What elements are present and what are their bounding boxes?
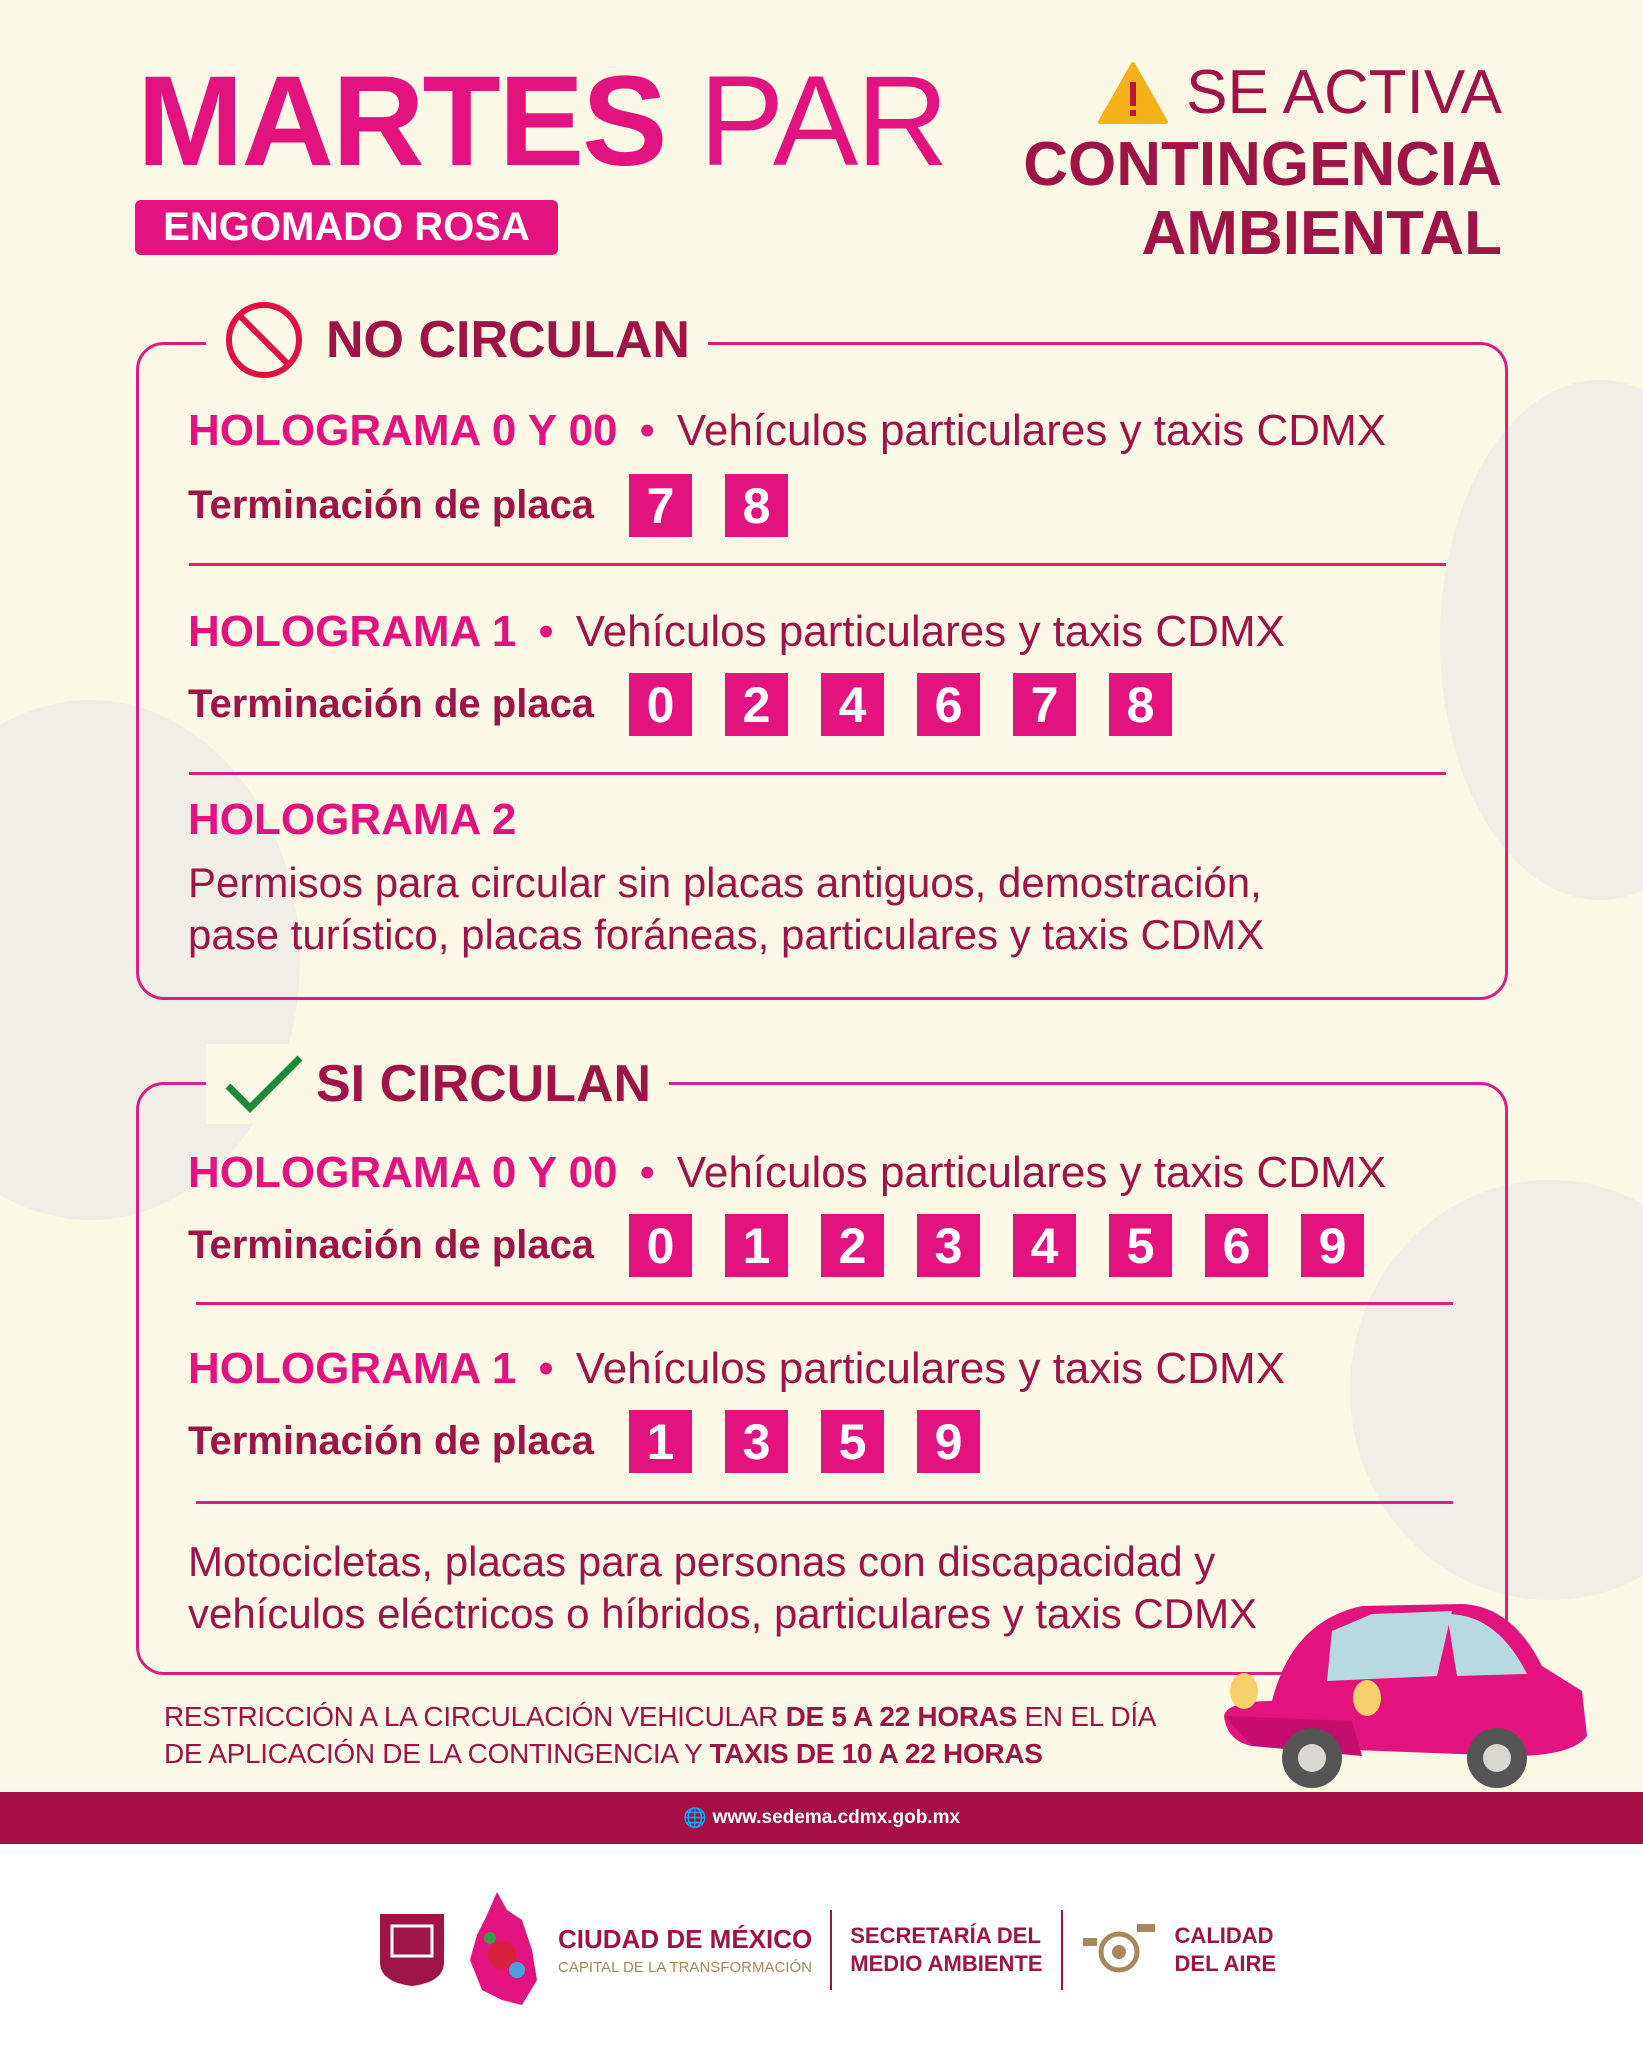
plate-digit: 4 — [1013, 1214, 1076, 1277]
plate-digit: 8 — [1109, 673, 1172, 736]
car-illustration — [1212, 1596, 1602, 1792]
plate-digit: 9 — [1301, 1214, 1364, 1277]
footer-logos — [378, 1895, 1276, 2005]
plate-digit: 1 — [629, 1410, 692, 1473]
warning-icon — [1098, 62, 1168, 124]
si-circulan-header: SI CIRCULAN — [206, 1044, 669, 1124]
calidad-aire-wordmark: CALIDAD DEL AIRE — [1174, 1923, 1277, 1976]
hologram-row: HOLOGRAMA 1 • Vehículos particulares y taxis CDMX — [188, 1344, 1285, 1393]
exempt-text: Motocicletas, placas para personas con discapacidad y vehículos eléctricos o híbridos, particulares y taxis CDMX — [188, 1538, 1258, 1637]
plate-digit: 0 — [629, 673, 692, 736]
plate-digit: 6 — [917, 673, 980, 736]
cdmx-shield-logo — [378, 1912, 446, 1988]
cdmx-map-logo — [462, 1890, 542, 2010]
hologram-row: HOLOGRAMA 0 Y 00 • Vehículos particulares y taxis CDMX — [188, 406, 1387, 455]
hologram-2-text: Permisos para circular sin placas antiguos, demostración, pase turístico, placas foráneas, particulares y taxis CDMX — [188, 859, 1265, 958]
plate-digit: 4 — [821, 673, 884, 736]
plate-digit: 2 — [725, 673, 788, 736]
divider — [830, 1910, 832, 1990]
plate-digit: 0 — [629, 1214, 692, 1277]
globe-icon: 🌐 — [682, 1808, 707, 1829]
placa-row: Terminación de placa 0 1 2 3 4 5 6 9 — [188, 1214, 1364, 1277]
divider — [196, 1501, 1453, 1504]
placa-row: Terminación de placa 0 2 4 6 7 8 — [188, 673, 1172, 736]
calidad-aire-logo — [1081, 1918, 1161, 1982]
plate-digit: 1 — [725, 1214, 788, 1277]
placa-row: Terminación de placa 1 3 5 9 — [188, 1410, 980, 1473]
plate-digit: 5 — [821, 1410, 884, 1473]
engomado-badge: ENGOMADO ROSA — [135, 200, 558, 255]
plate-digit: 3 — [917, 1214, 980, 1277]
alert-line1: SE ACTIVA — [1098, 62, 1502, 124]
hologram-2-label: HOLOGRAMA 2 — [188, 795, 517, 844]
page-title: MARTES PAR — [137, 50, 947, 193]
plate-digit: 7 — [1013, 673, 1076, 736]
plate-digit: 3 — [725, 1410, 788, 1473]
plate-digit: 5 — [1109, 1214, 1172, 1277]
check-icon — [224, 1054, 304, 1114]
no-circulan-header: NO CIRCULAN — [206, 298, 708, 382]
prohibited-icon — [224, 300, 304, 380]
divider — [1061, 1910, 1063, 1990]
placa-row: Terminación de placa 7 8 — [188, 474, 788, 537]
plate-digit: 7 — [629, 474, 692, 537]
divider — [189, 563, 1446, 566]
plate-digit: 6 — [1205, 1214, 1268, 1277]
plate-digit: 2 — [821, 1214, 884, 1277]
plate-digit: 8 — [725, 474, 788, 537]
cdmx-wordmark: CIUDAD DE MÉXICO CAPITAL DE LA TRANSFORMACIÓN — [558, 1924, 813, 1976]
alert-line3: AMBIENTAL — [1141, 199, 1502, 268]
divider — [196, 1302, 1453, 1305]
divider — [189, 772, 1446, 775]
website-band — [0, 1792, 1643, 1844]
website-link[interactable]: www.sedema.cdmx.gob.mx — [712, 1807, 961, 1828]
alert-line2: CONTINGENCIA — [1023, 130, 1502, 199]
sedema-wordmark: SECRETARÍA DEL MEDIO AMBIENTE — [850, 1923, 1043, 1976]
restriction-note: RESTRICCIÓN A LA CIRCULACIÓN VEHICULAR DE 5 A 22 HORAS EN EL DÍA DE APLICACIÓN DE LA CONTINGENCIA Y TAXIS DE 10 A 22 HORAS — [164, 1701, 1157, 1769]
hologram-row: HOLOGRAMA 1 • Vehículos particulares y taxis CDMX — [188, 607, 1285, 656]
hologram-row: HOLOGRAMA 0 Y 00 • Vehículos particulares y taxis CDMX — [188, 1148, 1387, 1197]
plate-digit: 9 — [917, 1410, 980, 1473]
